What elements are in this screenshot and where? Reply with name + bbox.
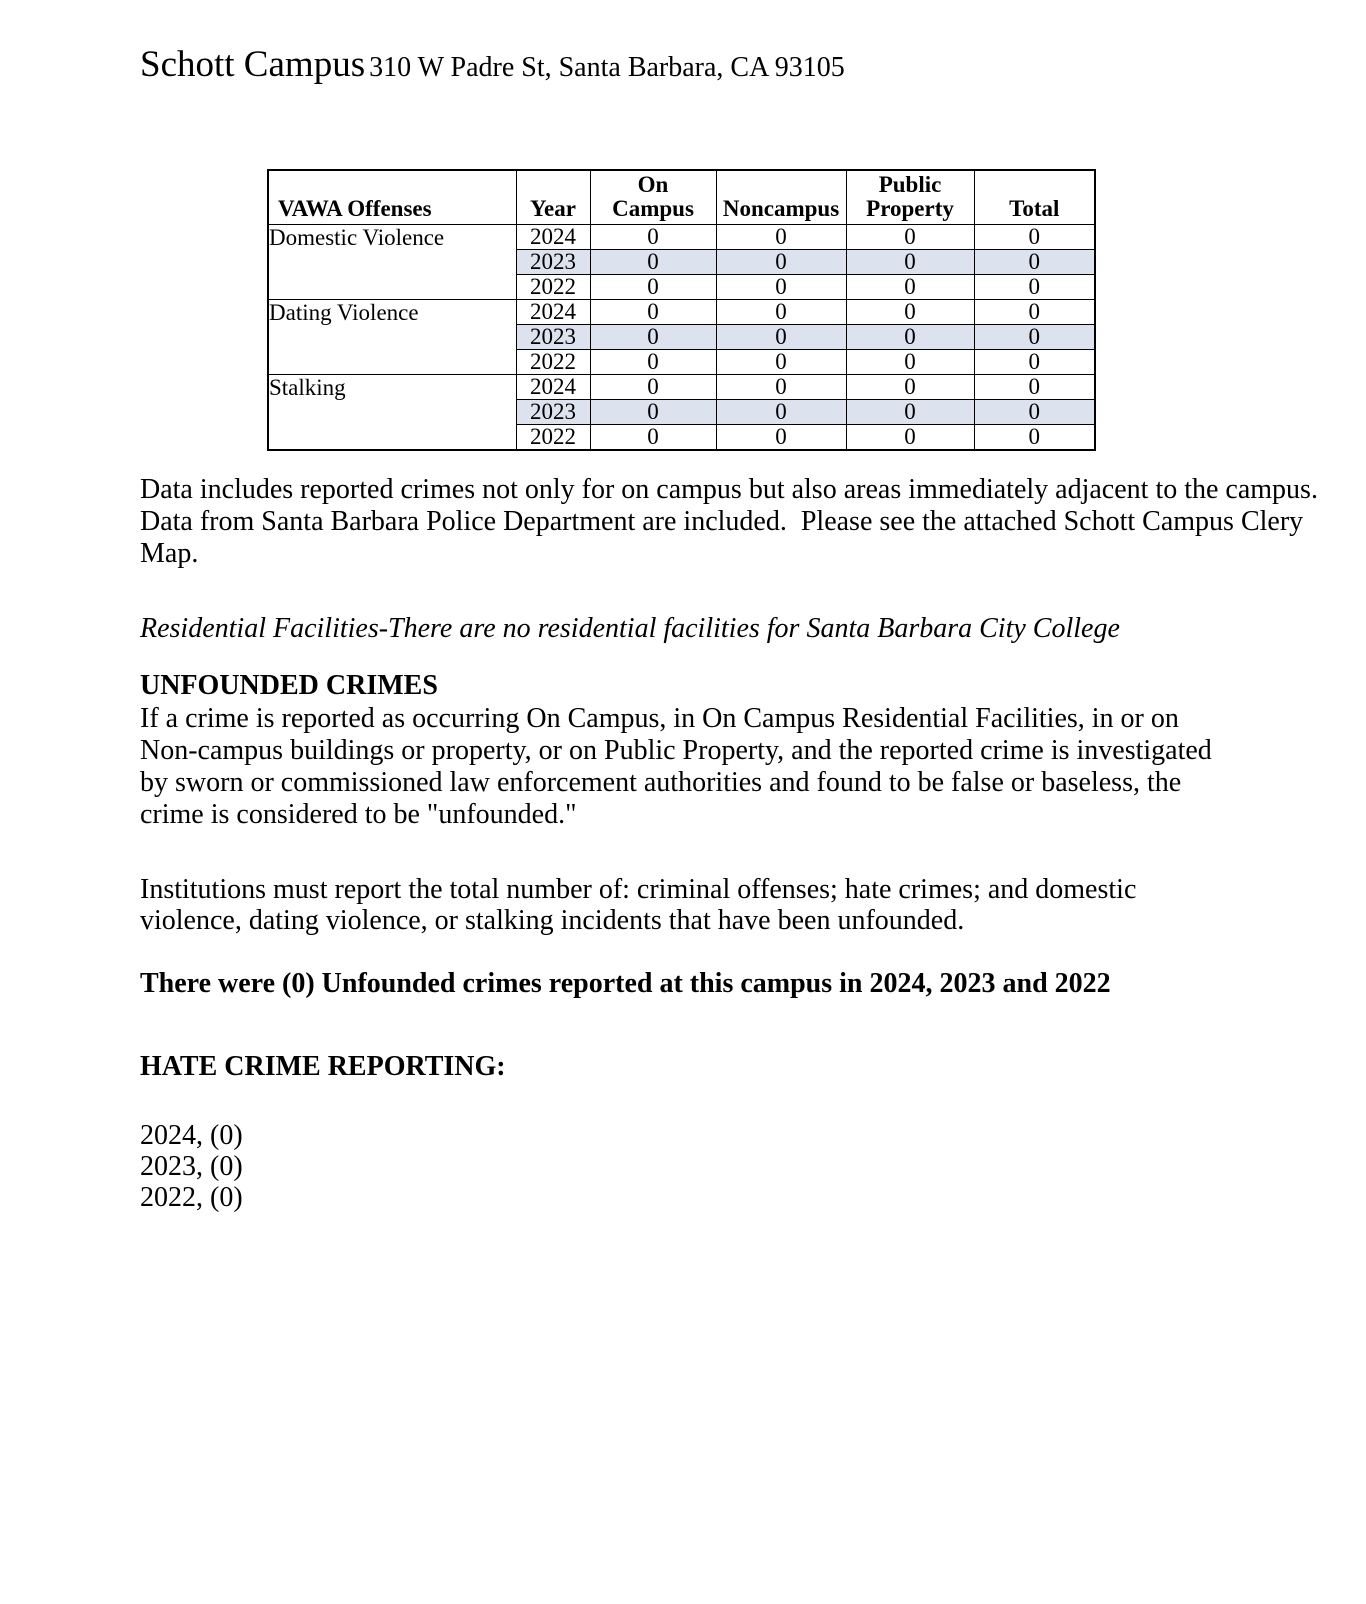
- public-property-cell: 0: [846, 375, 974, 400]
- on-campus-cell: 0: [590, 250, 716, 275]
- year-cell: 2023: [516, 325, 590, 350]
- total-cell: 0: [974, 250, 1095, 275]
- noncampus-cell: 0: [716, 225, 846, 250]
- year-cell: 2022: [516, 275, 590, 300]
- table-row: [268, 225, 1095, 250]
- paragraph-line: by sworn or commissioned law enforcement authorities and found to be false or baseless, the: [140, 767, 1182, 798]
- paragraph-line: Map.: [140, 538, 199, 569]
- header-on-campus: On Campus: [590, 170, 716, 225]
- total-cell: 0: [974, 425, 1095, 451]
- public-property-cell: 0: [846, 400, 974, 425]
- noncampus-cell: 0: [716, 250, 846, 275]
- table-header-row: [268, 170, 1095, 225]
- paragraph-line: violence, dating violence, or stalking incidents that have been unfounded.: [140, 905, 965, 936]
- noncampus-cell: 0: [716, 400, 846, 425]
- data-note-paragraph: [140, 474, 1318, 570]
- table-row: [268, 375, 1095, 400]
- paragraph-line: Non-campus buildings or property, or on Public Property, and the reported crime is investigated: [140, 735, 1212, 766]
- public-property-cell: 0: [846, 325, 974, 350]
- year-cell: 2023: [516, 400, 590, 425]
- public-property-cell: 0: [846, 425, 974, 451]
- on-campus-cell: 0: [590, 300, 716, 325]
- paragraph-line: If a crime is reported as occurring On Campus, in On Campus Residential Facilities, in or on: [140, 703, 1179, 734]
- on-campus-cell: 0: [590, 325, 716, 350]
- hate-crime-reporting-heading: HATE CRIME REPORTING:: [140, 1051, 506, 1082]
- institutions-paragraph: [140, 874, 1136, 936]
- vawa-offenses-table-wrap: [267, 169, 1096, 451]
- on-campus-cell: 0: [590, 275, 716, 300]
- unfounded-crimes-paragraph: [140, 703, 1212, 831]
- on-campus-cell: 0: [590, 350, 716, 375]
- total-cell: 0: [974, 325, 1095, 350]
- public-property-cell: 0: [846, 250, 974, 275]
- offense-cell: Domestic Violence: [268, 225, 516, 300]
- header-public-property: Public Property: [846, 170, 974, 225]
- year-cell: 2024: [516, 300, 590, 325]
- paragraph-line: crime is considered to be "unfounded.": [140, 799, 577, 830]
- public-property-cell: 0: [846, 300, 974, 325]
- hate-crime-year-item: 2024, (0): [140, 1120, 243, 1151]
- paragraph-line: Data includes reported crimes not only for on campus but also areas immediately adjacent to the campus.: [140, 474, 1318, 505]
- total-cell: 0: [974, 400, 1095, 425]
- vawa-offenses-table: [267, 169, 1096, 451]
- hate-crime-years-list: [140, 1120, 243, 1213]
- year-cell: 2022: [516, 350, 590, 375]
- year-cell: 2023: [516, 250, 590, 275]
- total-cell: 0: [974, 375, 1095, 400]
- on-campus-cell: 0: [590, 375, 716, 400]
- noncampus-cell: 0: [716, 325, 846, 350]
- header-vawa-offenses: VAWA Offenses: [268, 170, 516, 225]
- public-property-cell: 0: [846, 225, 974, 250]
- on-campus-cell: 0: [590, 400, 716, 425]
- total-cell: 0: [974, 225, 1095, 250]
- page-title: Schott Campus: [140, 44, 366, 85]
- header-total: Total: [974, 170, 1095, 225]
- header-year: Year: [516, 170, 590, 225]
- year-cell: 2024: [516, 225, 590, 250]
- noncampus-cell: 0: [716, 275, 846, 300]
- hate-crime-year-item: 2022, (0): [140, 1182, 243, 1213]
- offense-cell: Dating Violence: [268, 300, 516, 375]
- residential-facilities-note: Residential Facilities-There are no residential facilities for Santa Barbara City College: [140, 613, 1120, 644]
- public-property-cell: 0: [846, 275, 974, 300]
- total-cell: 0: [974, 300, 1095, 325]
- paragraph-line: Data from Santa Barbara Police Department are included. Please see the attached Schott Campus Clery: [140, 506, 1304, 537]
- hate-crime-year-item: 2023, (0): [140, 1151, 243, 1182]
- year-cell: 2024: [516, 375, 590, 400]
- table-row: [268, 300, 1095, 325]
- unfounded-summary: There were (0) Unfounded crimes reported at this campus in 2024, 2023 and 2022: [140, 968, 1111, 999]
- unfounded-crimes-heading: UNFOUNDED CRIMES: [140, 670, 438, 701]
- page-header: [140, 43, 845, 87]
- on-campus-cell: 0: [590, 425, 716, 451]
- noncampus-cell: 0: [716, 350, 846, 375]
- noncampus-cell: 0: [716, 375, 846, 400]
- public-property-cell: 0: [846, 350, 974, 375]
- paragraph-line: Institutions must report the total number of: criminal offenses; hate crimes; and domestic: [140, 874, 1137, 905]
- year-cell: 2022: [516, 425, 590, 451]
- campus-address: 310 W Padre St, Santa Barbara, CA 93105: [369, 52, 845, 83]
- header-noncampus: Noncampus: [716, 170, 846, 225]
- noncampus-cell: 0: [716, 300, 846, 325]
- total-cell: 0: [974, 350, 1095, 375]
- noncampus-cell: 0: [716, 425, 846, 451]
- offense-cell: Stalking: [268, 375, 516, 451]
- total-cell: 0: [974, 275, 1095, 300]
- on-campus-cell: 0: [590, 225, 716, 250]
